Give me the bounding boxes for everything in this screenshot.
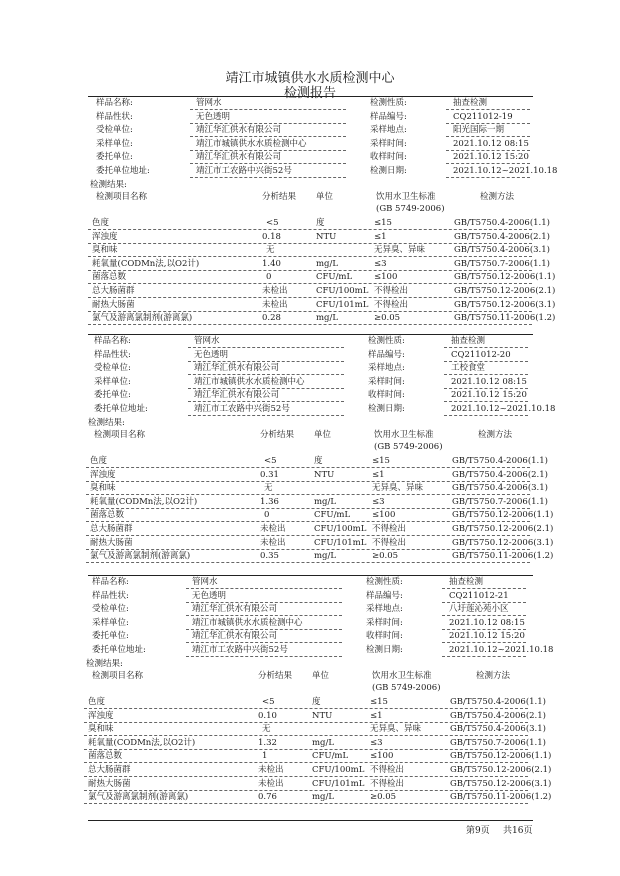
row-unit: CFU/101mL [314, 537, 367, 548]
info-underline [442, 615, 526, 616]
info-value-sampling-time: 2021.10.12 08:15 [453, 138, 529, 149]
info-label-sample-property: 样品性状: [96, 111, 133, 122]
row-unit: NTU [312, 710, 333, 721]
info-value-client-address: 靖江市工农路中兴街52号 [194, 403, 290, 414]
info-label-client-unit: 委托单位: [92, 631, 129, 641]
row-unit: mg/L [314, 496, 337, 507]
info-value-sampling-unit: 靖江市城镇供水水质检测中心 [192, 617, 303, 628]
row-underline [86, 562, 530, 563]
row-method: GB/T5750.12-2006(3.1) [450, 778, 552, 789]
row-underline [84, 708, 528, 709]
row-underline [88, 243, 532, 244]
info-label-sample-no: 样品编号: [368, 349, 405, 360]
row-result: 0.35 [260, 551, 279, 562]
info-underline [446, 109, 530, 110]
row-result: <5 [264, 456, 277, 466]
row-result: 无 [266, 245, 275, 256]
row-standard: 不得检出 [372, 524, 407, 534]
row-item: 浑浊度 [88, 710, 114, 721]
info-underline [446, 123, 530, 124]
row-standard: 无异臭、异味 [372, 483, 424, 494]
row-underline [84, 803, 528, 804]
row-item: 菌落总数 [92, 272, 127, 283]
row-result: 未检出 [260, 537, 286, 548]
row-method: GB/T5750.4-2006(1.1) [454, 218, 550, 228]
row-underline [88, 297, 532, 298]
info-label-client-unit: 委托单位: [96, 152, 133, 162]
row-standard: ≤100 [370, 751, 394, 762]
row-underline [84, 776, 528, 777]
row-item: 菌落总数 [88, 751, 123, 762]
info-value-sample-no: CQ211012-19 [453, 111, 513, 122]
info-value-property: 无色透明 [194, 349, 229, 360]
row-result: 1.40 [262, 258, 281, 269]
col-header-standard-sub: (GB 5749-2006) [374, 442, 443, 452]
row-method: GB/T5750.11-2006(1.2) [450, 792, 552, 803]
col-header-item: 检测项目名称 [94, 430, 146, 440]
info-value-client-unit: 靖江华汇供水有限公司 [194, 390, 280, 400]
row-method: GB/T5750.12-2006(2.1) [454, 286, 556, 296]
row-underline [86, 549, 530, 550]
info-underline [186, 588, 342, 589]
row-item: 耗氧量(CODMn法,以O2计) [88, 737, 196, 748]
row-item: 色度 [92, 218, 110, 228]
row-method: GB/T5750.4-2006(2.1) [454, 231, 550, 242]
info-label-test-nature: 检测性质: [368, 336, 405, 346]
row-method: GB/T5750.4-2006(3.1) [454, 245, 550, 256]
info-label-sampling-unit: 采样单位: [92, 617, 129, 628]
row-underline [84, 722, 528, 723]
info-label-sampling-time: 采样时间: [370, 138, 407, 149]
row-standard: 无异臭、异味 [374, 245, 426, 256]
row-result: 未检出 [262, 299, 288, 310]
row-standard: ≥0.05 [372, 551, 399, 562]
info-underline [442, 588, 526, 589]
row-method: GB/T5750.12-2006(2.1) [452, 524, 554, 534]
row-method: GB/T5750.4-2006(1.1) [450, 697, 546, 707]
row-underline [86, 508, 530, 509]
info-underline [186, 602, 342, 603]
report-title: 检测报告 [283, 86, 336, 101]
row-item: 总大肠菌群 [88, 765, 131, 775]
row-unit: CFU/101mL [312, 778, 365, 789]
info-value-sampling-unit: 靖江市城镇供水水质检测中心 [194, 376, 305, 387]
row-method: GB/T5750.12-2006(3.1) [452, 537, 554, 548]
row-unit: mg/L [314, 551, 337, 562]
row-underline [88, 256, 532, 257]
row-method: GB/T5750.7-2006(1.1) [454, 258, 550, 269]
row-underline [88, 270, 532, 271]
info-value-test-date: 2021.10.12~2021.10.18 [449, 644, 554, 655]
row-method: GB/T5750.7-2006(1.1) [452, 496, 548, 507]
row-standard: ≤3 [374, 258, 387, 269]
row-result: 未检出 [258, 778, 284, 789]
info-label-test-date: 检测日期: [370, 165, 407, 176]
info-value-name: 管网水 [194, 336, 220, 346]
row-unit: 度 [312, 697, 321, 707]
row-standard: ≤3 [372, 496, 385, 507]
row-result: 未检出 [262, 286, 288, 296]
row-item: 氯气及游离氯制剂(游离氯) [90, 551, 191, 562]
info-label-client-address: 委托单位地址: [92, 644, 146, 655]
row-method: GB/T5750.4-2006(3.1) [452, 483, 548, 494]
info-underline [444, 388, 528, 389]
row-standard: ≤1 [372, 469, 385, 480]
row-item: 总大肠菌群 [92, 286, 135, 296]
info-label-sample-no: 样品编号: [366, 590, 403, 601]
info-label-inspected-unit: 受检单位: [94, 363, 131, 373]
info-value-test-nature: 抽查检测 [453, 98, 488, 108]
row-unit: mg/L [316, 258, 339, 269]
row-result: <5 [266, 218, 279, 228]
info-value-test-nature: 抽查检测 [449, 577, 484, 587]
row-item: 氯气及游离氯制剂(游离氯) [88, 792, 189, 803]
row-result: 未检出 [258, 765, 284, 775]
info-underline [190, 109, 346, 110]
info-value-test-nature: 抽查检测 [451, 336, 486, 346]
info-value-receipt-time: 2021.10.12 15:20 [451, 390, 527, 400]
row-standard: ≥0.05 [370, 792, 397, 803]
info-underline [444, 401, 528, 402]
row-item: 臭和味 [90, 483, 116, 494]
row-underline [88, 311, 532, 312]
info-label-sampling-site: 采样地点: [368, 363, 405, 373]
info-underline [446, 177, 530, 178]
info-underline [188, 415, 344, 416]
col-header-standard: 饮用水卫生标准 [374, 430, 434, 440]
row-method: GB/T5750.4-2006(3.1) [450, 724, 546, 735]
row-standard: 不得检出 [374, 286, 409, 296]
row-method: GB/T5750.4-2006(1.1) [452, 456, 548, 466]
block-rule [88, 575, 533, 576]
info-underline [446, 163, 530, 164]
row-unit: CFU/mL [314, 510, 351, 521]
info-underline [188, 401, 344, 402]
info-label-sample-name: 样品名称: [92, 577, 129, 587]
info-value-receipt-time: 2021.10.12 15:20 [453, 152, 529, 162]
info-label-sample-property: 样品性状: [92, 590, 129, 601]
row-standard: ≤100 [374, 272, 398, 283]
row-method: GB/T5750.11-2006(1.2) [454, 313, 556, 324]
row-result: 0.28 [262, 313, 281, 324]
info-label-inspected-unit: 受检单位: [92, 604, 129, 614]
row-unit: CFU/mL [316, 272, 353, 283]
info-value-name: 管网水 [192, 577, 218, 587]
row-item: 耐热大肠菌 [90, 537, 133, 548]
row-result: 1.32 [258, 737, 277, 748]
info-underline [442, 642, 526, 643]
row-unit: CFU/100mL [312, 765, 365, 775]
row-item: 耗氧量(CODMn法,以O2计) [90, 496, 198, 507]
row-method: GB/T5750.4-2006(2.1) [452, 469, 548, 480]
info-underline [190, 150, 346, 151]
row-unit: CFU/mL [312, 751, 349, 762]
info-value-sampling-unit: 靖江市城镇供水水质检测中心 [196, 138, 307, 149]
row-underline [88, 283, 532, 284]
row-standard: ≤15 [374, 218, 392, 228]
info-value-inspected-unit: 靖江华汇供水有限公司 [192, 604, 278, 614]
info-underline [444, 374, 528, 375]
row-method: GB/T5750.12-2006(1.1) [452, 510, 554, 521]
info-underline [186, 629, 342, 630]
row-standard: 不得检出 [374, 299, 409, 310]
info-value-client-address: 靖江市工农路中兴街52号 [196, 165, 292, 176]
info-label-sampling-site: 采样地点: [370, 125, 407, 135]
info-underline [190, 163, 346, 164]
info-label-sampling-unit: 采样单位: [96, 138, 133, 149]
row-standard: 不得检出 [370, 778, 405, 789]
row-item: 氯气及游离氯制剂(游离氯) [92, 313, 193, 324]
info-label-test-nature: 检测性质: [366, 577, 403, 587]
info-value-client-address: 靖江市工农路中兴街52号 [192, 644, 288, 655]
row-standard: 不得检出 [372, 537, 407, 548]
info-value-property: 无色透明 [196, 111, 231, 122]
info-underline [190, 177, 346, 178]
info-value-test-date: 2021.10.12~2021.10.18 [453, 165, 558, 176]
info-label-sampling-time: 采样时间: [366, 617, 403, 628]
row-unit: NTU [316, 231, 337, 242]
row-unit: CFU/101mL [316, 299, 369, 310]
results-label: 检测结果: [86, 659, 123, 669]
row-result: 无 [262, 724, 271, 735]
col-header-unit: 单位 [316, 192, 334, 202]
row-underline [86, 467, 530, 468]
block-rule [88, 334, 533, 335]
row-method: GB/T5750.12-2006(1.1) [450, 751, 552, 762]
info-underline [442, 629, 526, 630]
row-underline [84, 762, 528, 763]
info-value-sampling-site: 八圩莲沁苑小区 [449, 604, 509, 614]
row-item: 浑浊度 [90, 469, 116, 480]
info-label-client-address: 委托单位地址: [94, 403, 148, 414]
info-label-sample-property: 样品性状: [94, 349, 131, 360]
row-item: 臭和味 [92, 245, 118, 256]
info-label-client-address: 委托单位地址: [96, 165, 150, 176]
col-header-standard: 饮用水卫生标准 [376, 192, 436, 202]
row-item: 总大肠菌群 [90, 524, 133, 534]
row-unit: mg/L [312, 792, 335, 803]
info-underline [190, 136, 346, 137]
info-value-inspected-unit: 靖江华汇供水有限公司 [194, 363, 280, 373]
row-standard: ≤1 [374, 231, 387, 242]
info-label-sample-no: 样品编号: [370, 111, 407, 122]
col-header-result: 分析结果 [258, 671, 293, 681]
results-label: 检测结果: [90, 180, 127, 190]
info-value-receipt-time: 2021.10.12 15:20 [449, 631, 525, 641]
block-rule [88, 96, 533, 97]
row-result: 0.31 [260, 469, 279, 480]
col-header-standard: 饮用水卫生标准 [372, 671, 432, 681]
info-underline [186, 615, 342, 616]
row-standard: 不得检出 [370, 765, 405, 775]
row-result: <5 [262, 697, 275, 707]
info-value-sample-no: CQ211012-21 [449, 590, 509, 601]
info-value-client-unit: 靖江华汇供水有限公司 [196, 152, 282, 162]
row-unit: 度 [316, 218, 325, 228]
row-result: 1.36 [260, 496, 279, 507]
row-underline [86, 481, 530, 482]
info-underline [442, 656, 526, 657]
row-item: 色度 [90, 456, 108, 466]
row-item: 臭和味 [88, 724, 114, 735]
info-underline [444, 361, 528, 362]
row-standard: 无异臭、异味 [370, 724, 422, 735]
row-method: GB/T5750.12-2006(2.1) [450, 765, 552, 775]
col-header-method: 检测方法 [478, 430, 513, 440]
col-header-standard-sub: (GB 5749-2006) [376, 204, 445, 214]
row-underline [86, 535, 530, 536]
row-item: 菌落总数 [90, 510, 125, 521]
row-standard: ≥0.05 [374, 313, 401, 324]
info-underline [188, 347, 344, 348]
info-label-sample-name: 样品名称: [96, 98, 133, 108]
row-underline [86, 494, 530, 495]
info-value-client-unit: 靖江华汇供水有限公司 [192, 631, 278, 641]
info-value-sampling-time: 2021.10.12 08:15 [449, 617, 525, 628]
row-underline [84, 749, 528, 750]
row-result: 0.76 [258, 792, 277, 803]
row-result: 1 [262, 751, 268, 762]
results-label: 检测结果: [88, 418, 125, 428]
info-value-property: 无色透明 [192, 590, 227, 601]
row-underline [88, 229, 532, 230]
info-underline [188, 361, 344, 362]
info-label-sample-name: 样品名称: [94, 336, 131, 346]
info-label-test-date: 检测日期: [368, 403, 405, 414]
info-label-inspected-unit: 受检单位: [96, 125, 133, 135]
row-unit: CFU/100mL [314, 524, 367, 534]
row-unit: CFU/100mL [316, 286, 369, 296]
row-standard: ≤15 [372, 456, 390, 466]
info-underline [186, 656, 342, 657]
row-item: 色度 [88, 697, 106, 707]
row-item: 耐热大肠菌 [88, 778, 131, 789]
row-result: 无 [264, 483, 273, 494]
row-underline [84, 735, 528, 736]
col-header-item: 检测项目名称 [92, 671, 144, 681]
col-header-result: 分析结果 [260, 430, 295, 440]
info-underline [444, 347, 528, 348]
row-method: GB/T5750.11-2006(1.2) [452, 551, 554, 562]
row-underline [84, 790, 528, 791]
row-item: 浑浊度 [92, 231, 118, 242]
info-value-sampling-time: 2021.10.12 08:15 [451, 376, 527, 387]
info-label-test-nature: 检测性质: [370, 98, 407, 108]
info-label-sampling-site: 采样地点: [366, 604, 403, 614]
info-value-sampling-site: 工校食堂 [451, 363, 486, 373]
row-result: 0 [266, 272, 272, 283]
info-value-sampling-site: 阳光国际一期 [453, 125, 505, 135]
row-method: GB/T5750.7-2006(1.1) [450, 737, 546, 748]
col-header-method: 检测方法 [476, 671, 511, 681]
page-number: 第9页 [466, 826, 490, 836]
org-title: 靖江市城镇供水水质检测中心 [225, 71, 395, 86]
row-underline [88, 324, 532, 325]
row-standard: ≤3 [370, 737, 383, 748]
info-underline [188, 374, 344, 375]
info-value-test-date: 2021.10.12~2021.10.18 [451, 403, 556, 414]
row-result: 未检出 [260, 524, 286, 534]
info-underline [446, 150, 530, 151]
info-label-test-date: 检测日期: [366, 644, 403, 655]
row-result: 0 [264, 510, 270, 521]
row-unit: mg/L [316, 313, 339, 324]
info-label-client-unit: 委托单位: [94, 390, 131, 400]
row-standard: ≤15 [370, 697, 388, 707]
info-underline [188, 388, 344, 389]
row-method: GB/T5750.4-2006(2.1) [450, 710, 546, 721]
row-unit: NTU [314, 469, 335, 480]
info-value-name: 管网水 [196, 98, 222, 108]
col-header-unit: 单位 [312, 671, 330, 681]
col-header-method: 检测方法 [480, 192, 515, 202]
info-underline [442, 602, 526, 603]
info-label-sampling-unit: 采样单位: [94, 376, 131, 387]
col-header-unit: 单位 [314, 430, 332, 440]
col-header-result: 分析结果 [262, 192, 297, 202]
info-label-sampling-time: 采样时间: [368, 376, 405, 387]
info-underline [446, 136, 530, 137]
row-standard: ≤100 [372, 510, 396, 521]
row-result: 0.18 [262, 231, 281, 242]
info-underline [190, 123, 346, 124]
row-method: GB/T5750.12-2006(1.1) [454, 272, 556, 283]
page-total: 共16页 [503, 826, 533, 836]
footer-rule [88, 820, 533, 821]
row-standard: ≤1 [370, 710, 383, 721]
info-value-inspected-unit: 靖江华汇供水有限公司 [196, 125, 282, 135]
row-result: 0.10 [258, 710, 277, 721]
info-value-sample-no: CQ211012-20 [451, 349, 511, 360]
row-unit: 度 [314, 456, 323, 466]
info-underline [444, 415, 528, 416]
info-label-receipt-time: 收样时间: [366, 631, 403, 641]
info-label-receipt-time: 收样时间: [368, 390, 405, 400]
col-header-standard-sub: (GB 5749-2006) [372, 683, 441, 693]
row-unit: mg/L [312, 737, 335, 748]
info-underline [186, 642, 342, 643]
row-method: GB/T5750.12-2006(3.1) [454, 299, 556, 310]
row-underline [86, 521, 530, 522]
col-header-item: 检测项目名称 [96, 192, 148, 202]
row-item: 耗氧量(CODMn法,以O2计) [92, 258, 200, 269]
info-label-receipt-time: 收样时间: [370, 152, 407, 162]
row-item: 耐热大肠菌 [92, 299, 135, 310]
